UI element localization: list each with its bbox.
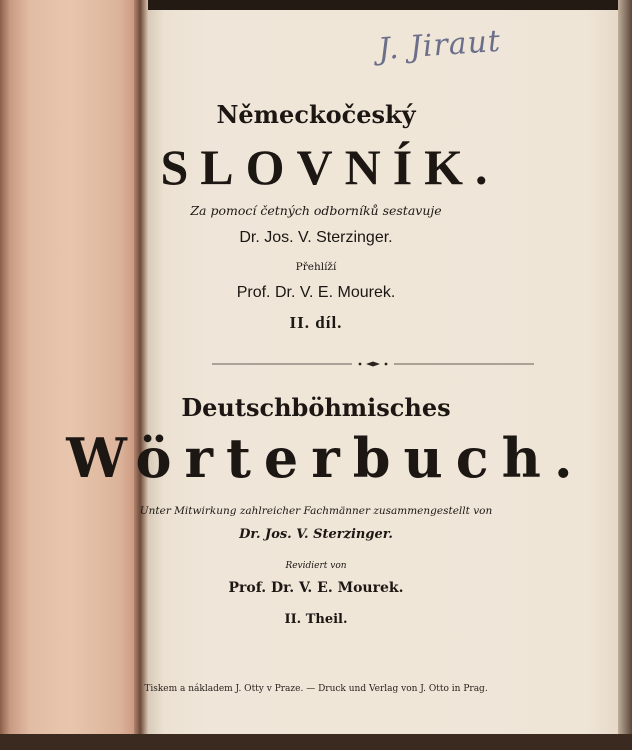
german-title: Deutschböhmisches: [181, 393, 451, 422]
czech-reviewed-label: Přehlíží: [295, 261, 337, 273]
german-author: Dr. Jos. V. Sterzinger.: [239, 527, 393, 542]
czech-reviewer: Prof. Dr. V. E. Mourek.: [236, 284, 396, 301]
czech-subtitle: Za pomocí četných odborníků sestavuje: [190, 203, 442, 218]
ornamental-divider: [212, 361, 534, 367]
handwritten-signature: J. Jiraut: [376, 23, 503, 68]
german-reviewed-label: Revidiert von: [285, 561, 347, 571]
cover-bottom-edge: [0, 734, 632, 750]
czech-author: Dr. Jos. V. Sterzinger.: [239, 229, 393, 246]
german-subtitle: Unter Mitwirkung zahlreicher Fachmänner zusammengestellt von: [139, 505, 493, 517]
imprint-line: Tiskem a nákladem J. Otty v Praze. — Druck und Verlag von J. Otto in Prag.: [144, 684, 488, 694]
german-reviewer: Prof. Dr. V. E. Mourek.: [228, 580, 404, 596]
czech-main-title: SLOVNÍK.: [160, 139, 500, 195]
german-main-title: Wörterbuch.: [66, 426, 586, 490]
czech-part: II. díl.: [289, 313, 343, 332]
czech-title: Německočeský: [216, 100, 416, 129]
german-part: II. Theil.: [284, 612, 348, 627]
